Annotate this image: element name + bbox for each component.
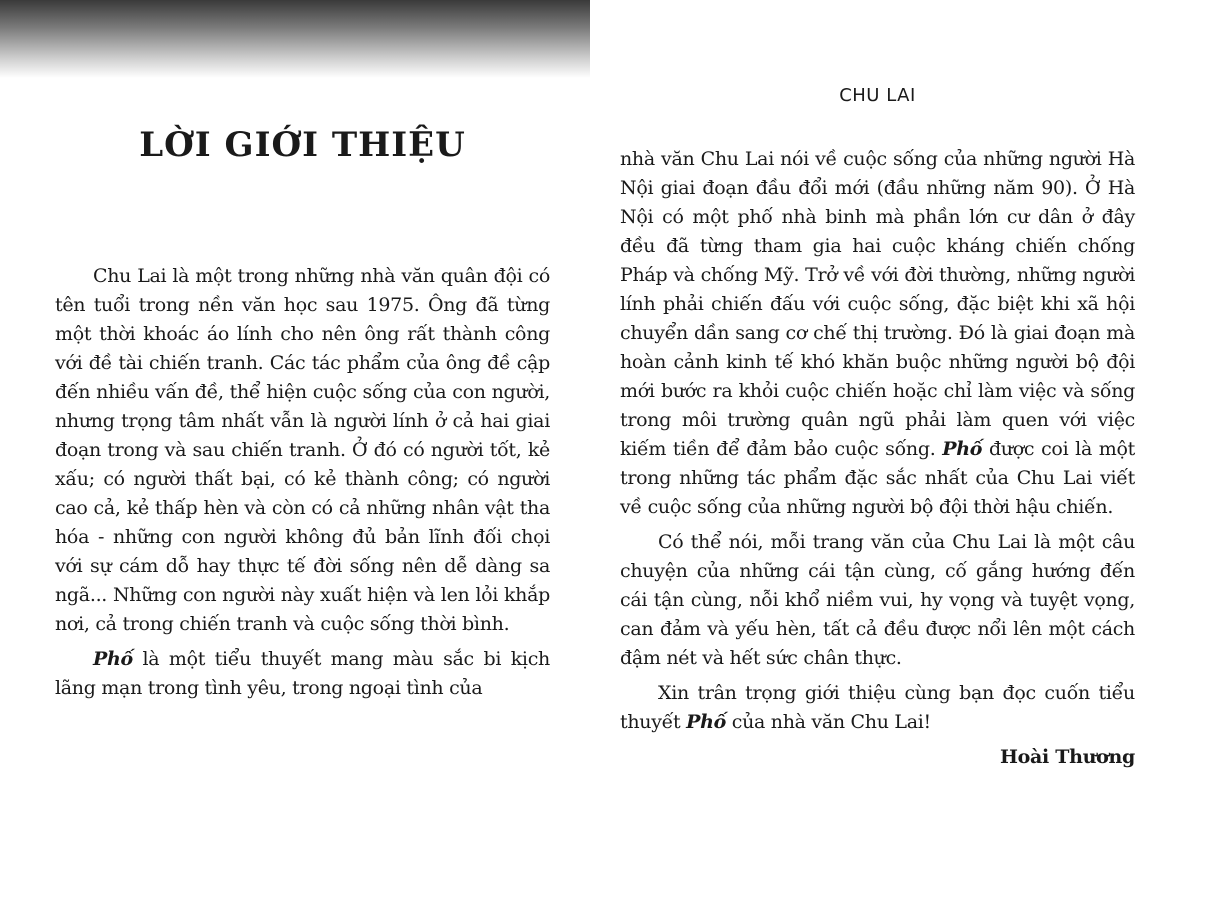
book-title-emphasis: Phố [93, 648, 133, 670]
book-title-emphasis: Phố [686, 711, 726, 733]
intro-paragraph-3: Có thể nói, mỗi trang văn của Chu Lai là một câu chuyện của những cái tận cùng, cố gắng hướng đến cái tận cùng, nỗi khổ niềm vui, hy vọng và tuyệt vọng, can đảm và yếu hèn, tất cả đều được nổi lên một cách đậm nét và hết sức chân thực. [620, 531, 1135, 669]
page-title: LỜI GIỚI THIỆU [139, 125, 466, 165]
paragraph-text: là một tiểu thuyết mang màu sắc bi kịch lãng mạn trong tình yêu, trong ngoại tình của [55, 648, 550, 699]
book-title-emphasis: Phố [942, 438, 983, 460]
right-body-text [620, 145, 1135, 772]
intro-paragraph-2 [55, 645, 550, 703]
paragraph-text: nhà văn Chu Lai nói về cuộc sống của những người Hà Nội giai đoạn đầu đổi mới (đầu những năm 90). Ở Hà Nội có một phố nhà binh mà phần lớn cư dân ở đây đều đã từng tham gia hai cuộc kháng chiến chống Pháp và chống Mỹ. Trở về với đời thường, những người lính phải chiến đấu với cuộc sống, đặc biệt khi xã hội chuyển dần sang cơ chế thị trường. Đó là giai đoạn mà hoàn cảnh kinh tế khó khăn buộc những người bộ đội mới bước ra khỏi cuộc chiến hoặc chỉ làm việc và sống trong môi trường quân ngũ phải làm quen với việc kiếm tiền để đảm bảo cuộc sống. [620, 148, 1135, 460]
author-signature: Hoài Thương [999, 746, 1135, 768]
continued-paragraph [620, 145, 1135, 522]
right-page [620, 0, 1135, 898]
left-page [55, 0, 550, 898]
intro-paragraph-4 [620, 679, 1135, 737]
left-body-text [55, 262, 550, 709]
intro-paragraph-1: Chu Lai là một trong những nhà văn quân đội có tên tuổi trong nền văn học sau 1975. Ông đã từng một thời khoác áo lính cho nên ông rất thành công với đề tài chiến tranh. Các tác phẩm của ông đề cập đến nhiều vấn đề, thể hiện cuộc sống của con người, nhưng trọng tâm nhất vẫn là người lính ở cả hai giai đoạn trong và sau chiến tranh. Ở đó có người tốt, kẻ xấu; có người thất bại, có kẻ thành công; có người cao cả, kẻ thấp hèn và còn có cả những nhân vật tha hóa - những con người không đủ bản lĩnh đối chọi với sự cám dỗ hay thực tế đời sống nên dễ dàng sa ngã... Những con người này xuất hiện và len lỏi khắp nơi, cả trong chiến tranh và cuộc sống thời bình. [55, 265, 550, 635]
paragraph-text: của nhà văn Chu Lai! [725, 711, 931, 733]
paragraph-text: Xin trân trọng giới thiệu cùng bạn đọc cuốn tiểu thuyết [620, 682, 1135, 733]
paragraph-text: được coi là một trong những tác phẩm đặc sắc nhất của Chu Lai viết về cuộc sống của những người bộ đội thời hậu chiến. [620, 438, 1135, 518]
running-header: CHU LAI [839, 85, 916, 106]
